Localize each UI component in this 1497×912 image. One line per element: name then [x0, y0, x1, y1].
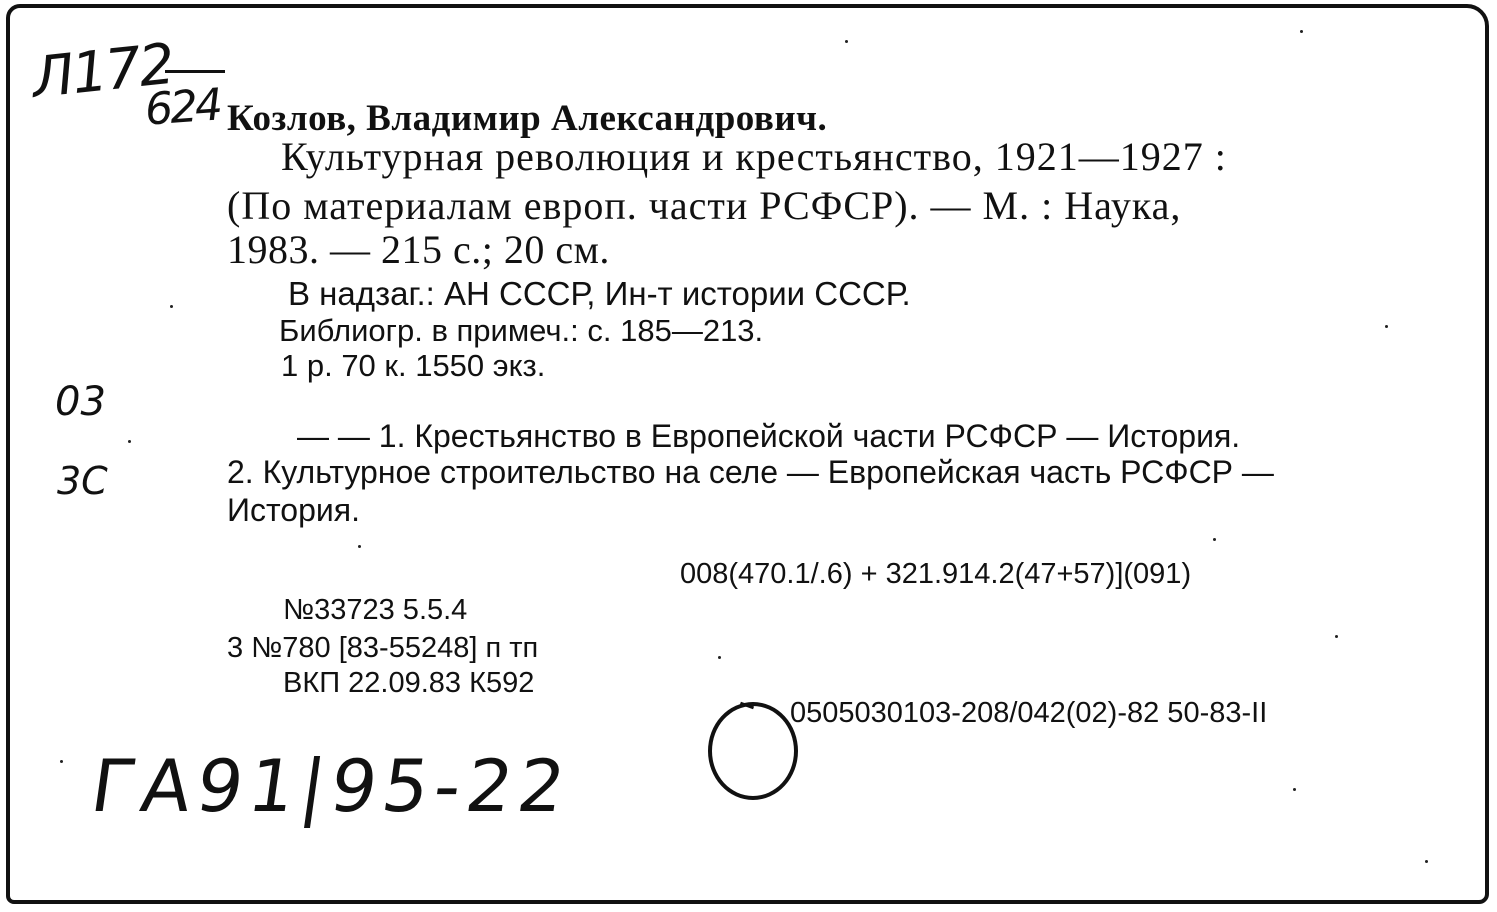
inventory-line-3: ВКП 22.09.83 К592 [283, 667, 535, 699]
speck [718, 656, 721, 659]
title-line-2: (По материалам европ. части РСФСР). — М. : Наука, [227, 183, 1182, 228]
inventory-line-2: 3 №780 [83-55248] п тп [227, 632, 539, 664]
speck [1300, 30, 1303, 33]
handwritten-margin-1: 03 [55, 379, 106, 425]
speck [1293, 788, 1296, 791]
speck [1335, 635, 1338, 638]
speck [1213, 538, 1216, 541]
shelf-mark-rule [165, 70, 225, 73]
subject-line-1: — — 1. Крестьянство в Европейской части РСФСР — История. [297, 418, 1241, 454]
speck [128, 440, 131, 443]
note-line-3: 1 р. 70 к. 1550 экз. [281, 348, 546, 383]
speck [170, 305, 173, 308]
stamp-circle [708, 702, 798, 800]
handwritten-bottom: ГА91|95-22 [86, 744, 577, 828]
inventory-line-1: №33723 5.5.4 [283, 594, 468, 626]
speck [1385, 325, 1388, 328]
speck [358, 545, 361, 548]
udc-index: 008(470.1/.6) + 321.914.2(47+57)](091) [680, 558, 1192, 590]
note-line-2: Библиогр. в примеч.: с. 185—213. [279, 313, 764, 348]
publication-code: 0505030103-208/042(02)-82 50-83-II [790, 697, 1268, 729]
subject-line-2: 2. Культурное строительство на селе — Европейская часть РСФСР — [227, 454, 1274, 490]
speck [60, 760, 63, 763]
speck [845, 40, 848, 43]
note-line-1: В надзаг.: АН СССР, Ин-т истории СССР. [288, 275, 911, 312]
shelf-mark: Л172 [28, 31, 176, 112]
shelf-mark-sub: 624 [143, 79, 222, 136]
author-heading: Козлов, Владимир Александрович. [227, 98, 828, 139]
handwritten-margin-2: 3C [57, 459, 108, 503]
subject-line-3: История. [227, 492, 360, 528]
title-line-3: 1983. — 215 с.; 20 см. [227, 227, 610, 272]
speck [1425, 860, 1428, 863]
title-line-1: Культурная революция и крестьянство, 1921—1927 : [281, 134, 1227, 179]
